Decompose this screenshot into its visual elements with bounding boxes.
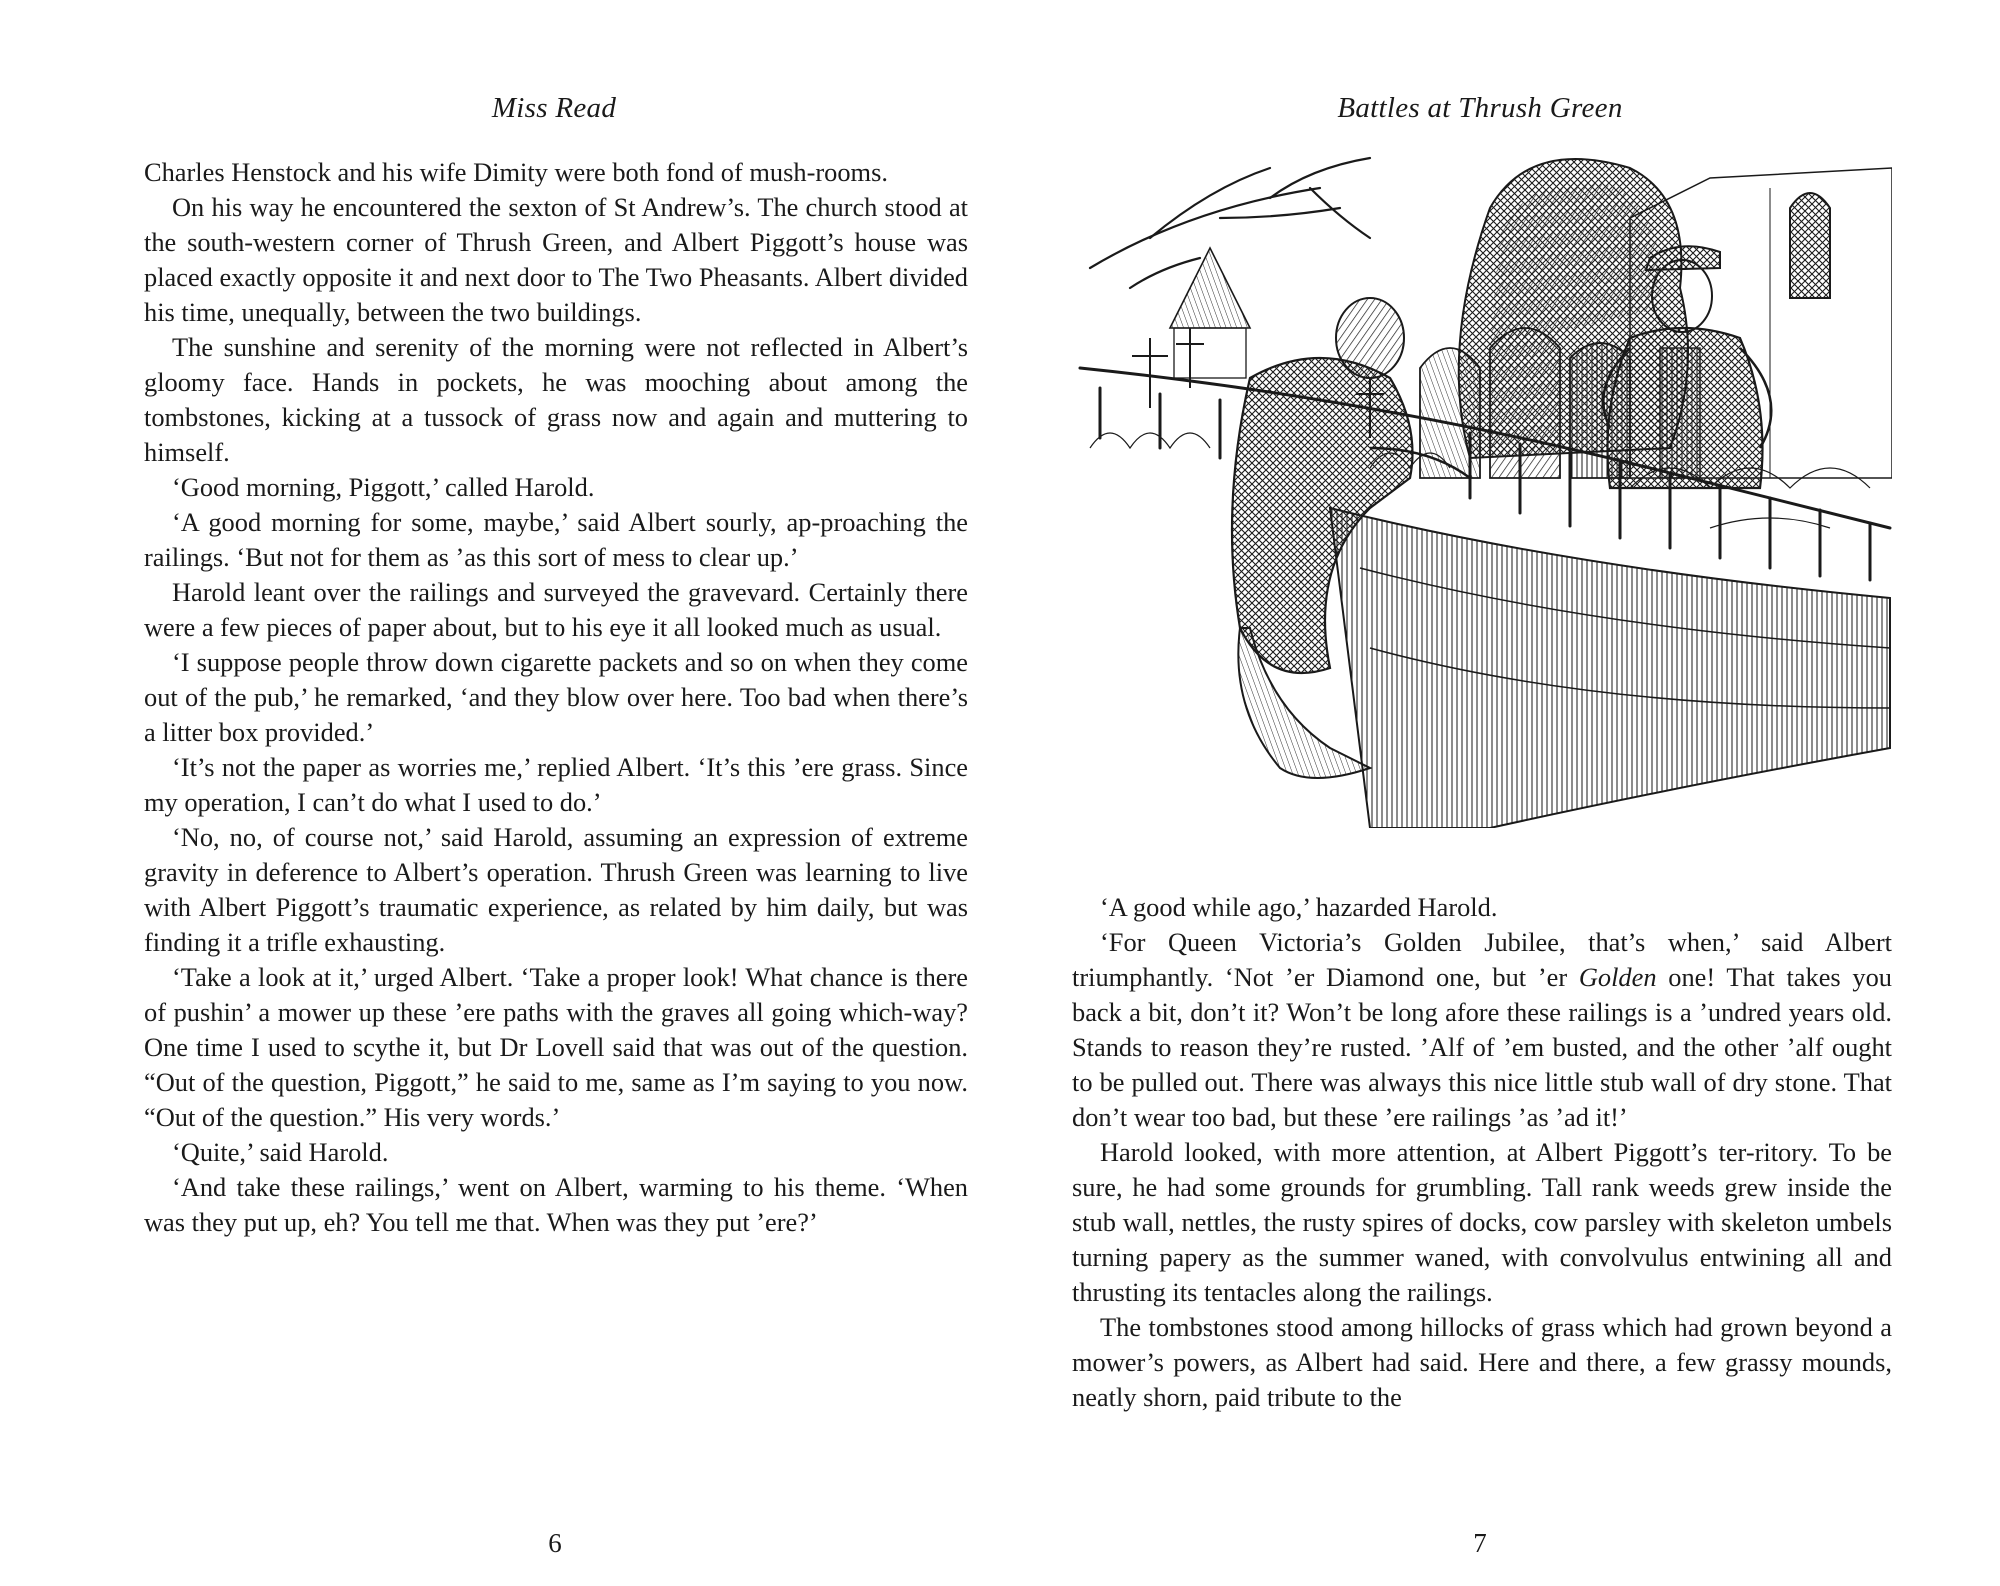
left-paragraph-1: Charles Henstock and his wife Dimity were both fond of mush-rooms.	[144, 157, 888, 187]
left-paragraph-5: ‘A good morning for some, maybe,’ said Albert sourly, ap-proaching the railings. ‘But not for them as ’as this sort of mess to clear up.’	[144, 507, 968, 572]
left-paragraph-8: ‘It’s not the paper as worries me,’ replied Albert. ‘It’s this ’ere grass. Since my operation, I can’t do what I used to do.’	[144, 752, 968, 817]
left-running-head: Miss Read	[491, 92, 617, 124]
tree-branches	[1090, 158, 1370, 288]
right-paragraph-3: Harold looked, with more attention, at Albert Piggott’s ter-ritory. To be sure, he had some grounds for grumbling. Tall rank weeds grew inside the stub wall, nettles, the rusty spires of docks, cow parsley with skeleton umbels turning papery as the summer waned, with convolvulus entwining all and thrusting its tentacles along the railings.	[1072, 1137, 1892, 1307]
stone-wall	[1330, 508, 1890, 828]
left-page-number: 6	[548, 1528, 562, 1558]
right-paragraph-2-before: ‘For Queen Victoria’s Golden Jubilee, that’s when,’ said Albert triumphantly. ‘Not ’er Diamond one, but ’er	[1072, 927, 1892, 992]
left-paragraph-3: The sunshine and serenity of the morning were not reflected in Albert’s gloomy face. Hands in pockets, he was mooching about among the tombstones, kicking at a tussock of grass now and again and muttering to himself.	[144, 332, 968, 467]
left-paragraph-2: On his way he encountered the sexton of St Andrew’s. The church stood at the south-western corner of Thrush Green, and Albert Piggott’s house was placed exactly opposite it and next door to The Two Pheasants. Albert divided his time, unequally, between the two buildings.	[144, 192, 968, 327]
right-paragraph-2	[1072, 925, 1892, 1135]
right-running-head: Battles at Thrush Green	[1337, 92, 1623, 124]
right-page	[1000, 0, 2000, 1586]
right-paragraph-2-emphasis: Golden	[1578, 962, 1657, 992]
left-paragraph-12: ‘And take these railings,’ went on Albert, warming to his theme. ‘When was they put up, eh? You tell me that. When was they put ’ere?’	[144, 1172, 968, 1237]
right-text-block	[1072, 890, 1892, 1415]
right-paragraph-4: The tombstones stood among hillocks of grass which had grown beyond a mower’s powers, as Albert had said. Here and there, a few grassy mounds, neatly shorn, paid tribute to the	[1072, 1312, 1892, 1412]
right-page-number: 7	[1473, 1528, 1487, 1558]
left-paragraph-11: ‘Quite,’ said Harold.	[172, 1137, 389, 1167]
left-text-block	[144, 155, 968, 1240]
left-paragraph-7: ‘I suppose people throw down cigarette packets and so on when they come out of the pub,’ he remarked, ‘and they blow over here. Too bad when there’s a litter box provided.’	[144, 647, 968, 747]
left-paragraph-9: ‘No, no, of course not,’ said Harold, assuming an expression of extreme gravity in deference to Albert’s operation. Thrush Green was learning to live with Albert Piggott’s traumatic experience, as related by him daily, but was finding it a trifle exhausting.	[144, 822, 968, 957]
left-paragraph-6: Harold leant over the railings and surveyed the gravevard. Certainly there were a few pieces of paper about, but to his eye it all looked much as usual.	[144, 577, 968, 642]
right-paragraph-2-after: one! That takes you back a bit, don’t it? Won’t be long afore these railings is a ’undred years old. Stands to reason they’re rusted. ’Alf of ’em busted, and the other ’alf ought to be pulled out. There was always this nice little stub wall of dry stone. That don’t wear too bad, but these ’ere railings ’as ’ad it!’	[1072, 962, 1893, 1132]
churchyard-illustration-drawing	[1070, 148, 1892, 828]
church-spire	[1170, 248, 1250, 378]
left-paragraph-10: ‘Take a look at it,’ urged Albert. ‘Take a proper look! What chance is there of pushin’ a mower up these ’ere paths with the graves all going which-way? One time I used to scythe it, but Dr Lovell said that was out of the question. “Out of the question, Piggott,” he said to me, same as I’m saying to you now. “Out of the question.” His very words.’	[144, 962, 968, 1132]
left-paragraph-4: ‘Good morning, Piggott,’ called Harold.	[172, 472, 595, 502]
right-paragraph-1: ‘A good while ago,’ hazarded Harold.	[1100, 892, 1498, 922]
churchyard-illustration	[1070, 148, 1892, 828]
